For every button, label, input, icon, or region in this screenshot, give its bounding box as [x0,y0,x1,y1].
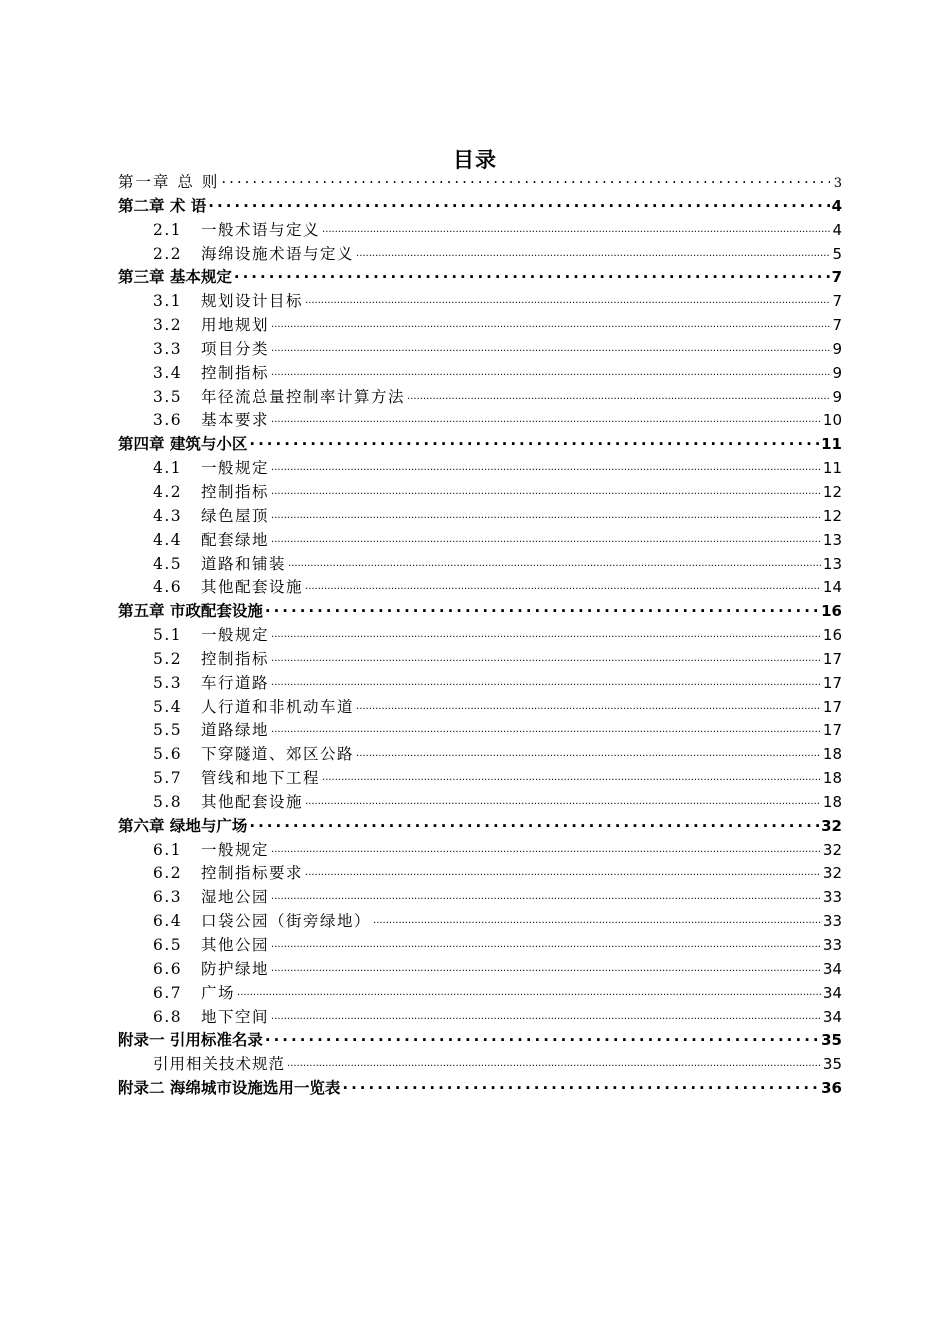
toc-entry-text: 海绵设施术语与定义 [201,244,355,263]
toc-entry-label [153,647,269,669]
toc-entry-page-number: 33 [822,936,842,954]
dot-leader [407,386,830,402]
toc-entry-text: 一般规定 [201,840,270,859]
toc-entry-text: 项目分类 [201,339,270,358]
dot-leader [271,362,830,378]
toc-entry-number: 5.2 [153,649,183,668]
toc-entry[interactable] [118,504,842,528]
toc-entry-label [153,909,371,931]
toc-entry[interactable] [118,242,842,266]
toc-entry-text: 广场 [201,983,236,1002]
toc-entry-label [153,885,269,907]
toc-entry-page-number: 18 [822,769,842,788]
toc-entry[interactable] [118,957,842,981]
toc-entry-page-number: 14 [822,578,842,597]
toc-entry-number: 6.4 [153,912,183,931]
toc-entry-number: 6.6 [153,959,183,978]
toc-entry-page-number: 17 [822,697,842,716]
toc-entry-page-number: 9 [832,387,842,406]
dot-leader [234,267,830,283]
toc-entry-text: 车行道路 [201,673,270,692]
toc-entry-number: 4.5 [153,554,183,573]
toc-entry-text: 第六章 绿地与广场 [118,816,248,835]
dot-leader [271,958,821,974]
toc-entry[interactable] [118,194,842,218]
dot-leader [271,839,821,855]
dot-leader [322,219,830,235]
toc-entry-text: 道路绿地 [201,721,270,740]
toc-entry-page-number: 16 [822,626,842,645]
toc-entry-text: 第五章 市政配套设施 [118,602,263,621]
toc-entry-page-number: 16 [821,602,842,621]
toc-entry-page-number: 17 [822,673,842,692]
toc-entry-text: 控制指标要求 [201,864,304,883]
toc-entry-text: 第一章 总 则 [118,173,220,191]
toc-entry[interactable] [118,671,842,695]
toc-entry-text: 第三章 基本规定 [118,268,232,287]
toc-entry[interactable] [118,361,842,385]
dot-leader [271,720,821,736]
toc-entry-page-number: 32 [822,864,842,883]
toc-entry-label [153,981,235,1003]
toc-entry[interactable] [118,909,842,933]
toc-entry[interactable] [118,218,842,242]
toc-entry-number: 6.3 [153,888,183,907]
dot-leader [271,887,821,903]
toc-entry-number: 5.8 [153,792,183,811]
toc-entry-label [153,528,269,550]
dot-leader [271,338,830,354]
toc-entry[interactable] [118,480,842,504]
toc-entry-text: 地下空间 [201,1007,270,1026]
dot-leader [305,791,821,807]
toc-entry-number: 3.4 [153,363,183,382]
toc-entry-label [118,1076,340,1098]
dot-leader [271,648,821,664]
dot-leader [271,625,821,641]
toc-entry-number: 3.1 [153,292,183,311]
toc-entry-page-number: 4 [832,220,842,239]
toc-entry-label [153,552,286,574]
dot-leader [373,911,821,927]
toc-entry-page-number: 5 [832,244,842,263]
toc-entry-number: 5.4 [153,697,183,716]
toc-entry-text: 道路和铺装 [201,554,287,573]
toc-entry-page-number: 9 [832,339,842,358]
toc-entry-page-number: 35 [822,1055,842,1074]
dot-leader [249,815,819,831]
toc-entry-number: 3.2 [153,316,183,335]
toc-entry-label [153,933,269,955]
toc-entry-number: 6.5 [153,936,183,954]
toc-entry-number: 4.4 [153,530,183,549]
toc-entry-page-number: 32 [822,840,842,859]
toc-entry-page-number: 18 [822,792,842,811]
toc-entry-label [118,194,206,216]
toc-entry[interactable] [118,814,842,838]
dot-leader [356,696,821,712]
toc-entry-text: 其他公园 [201,936,270,954]
dot-leader [342,1078,819,1094]
toc-entry-number: 6.8 [153,1007,183,1026]
toc-entry[interactable] [118,1005,842,1029]
toc-entry-label [153,695,354,717]
toc-entry[interactable] [118,742,842,766]
toc-entry-number: 4.3 [153,506,183,525]
toc-entry[interactable] [118,599,842,623]
dot-leader [265,1030,819,1046]
dot-leader [271,410,821,426]
toc-entry[interactable] [118,933,842,957]
toc-entry-page-number: 32 [821,816,842,835]
toc-entry-text: 规划设计目标 [201,292,304,311]
toc-entry-text: 配套绿地 [201,530,270,549]
toc-entry-text: 基本要求 [201,411,270,430]
toc-entry[interactable] [118,790,842,814]
toc-entry-label [153,957,269,979]
toc-entry-number: 4.1 [153,459,183,478]
toc-entry-text: 湿地公园 [201,888,270,907]
toc-entry-label [118,170,219,192]
toc-entry-label [153,742,354,764]
toc-entry-page-number: 17 [822,721,842,740]
dot-leader [288,553,821,569]
toc-entry-label [153,289,303,311]
toc-entry-number: 4.2 [153,482,183,501]
toc-entry-text: 下穿隧道、郊区公路 [201,745,355,764]
toc-entry-label [118,1028,263,1050]
table-of-contents [118,170,842,1100]
dot-leader [271,481,821,497]
toc-entry[interactable] [118,1076,842,1100]
dot-leader [249,434,819,450]
toc-entry-text: 其他配套设施 [201,792,304,811]
toc-entry[interactable] [118,981,842,1005]
dot-leader [305,577,821,593]
toc-entry-text: 引用相关技术规范 [153,1055,286,1074]
toc-entry-label [153,361,269,383]
toc-entry-page-number: 18 [822,745,842,764]
toc-entry-page-number: 34 [822,1007,842,1026]
dot-leader [208,195,829,211]
toc-entry-text: 人行道和非机动车道 [201,697,355,716]
dot-leader [287,1054,821,1070]
toc-entry-text: 一般术语与定义 [201,220,321,239]
toc-entry-page-number: 34 [822,983,842,1002]
toc-entry[interactable] [118,695,842,719]
toc-entry[interactable] [118,647,842,671]
toc-entry-label [153,718,269,740]
toc-entry[interactable] [118,528,842,552]
toc-entry[interactable] [118,718,842,742]
toc-entry-number: 6.1 [153,840,183,859]
dot-leader [265,601,819,617]
toc-entry-label [153,861,303,883]
toc-entry-number: 3.5 [153,387,183,406]
toc-entry-label [153,504,269,526]
toc-entry-page-number: 7 [832,316,842,335]
toc-entry-text: 一般规定 [201,626,270,645]
toc-entry-label [118,599,263,621]
toc-entry[interactable] [118,885,842,909]
toc-entry-text: 附录二 海绵城市设施选用一览表 [118,1079,341,1098]
toc-entry-label [153,1005,269,1027]
dot-leader [221,172,830,188]
toc-entry-number: 6.7 [153,983,183,1002]
toc-entry-page-number: 35 [821,1031,842,1050]
toc-entry-page-number: 34 [822,959,842,978]
toc-entry-label [153,480,269,502]
toc-entry-text: 第四章 建筑与小区 [118,435,248,454]
toc-entry-label [153,838,269,860]
toc-entry-page-number: 12 [822,482,842,501]
toc-entry-text: 附录一 引用标准名录 [118,1031,263,1050]
toc-entry-page-number: 10 [822,411,842,430]
toc-entry-number: 2.2 [153,244,183,263]
toc-entry-text: 控制指标 [201,363,270,382]
dot-leader [271,1006,821,1022]
toc-entry-number: 5.5 [153,721,183,740]
toc-entry[interactable] [118,766,842,790]
toc-entry-label [153,575,303,597]
toc-entry-number: 5.7 [153,769,183,788]
toc-entry[interactable] [118,456,842,480]
toc-entry-label [153,242,354,264]
toc-title: 目录 [453,148,497,172]
toc-entry-label [153,671,269,693]
dot-leader [271,458,821,474]
toc-entry-number: 5.1 [153,626,183,645]
dot-leader [322,768,821,784]
toc-entry-label [118,432,247,454]
toc-entry-number: 4.6 [153,578,183,597]
toc-entry-text: 第二章 术 语 [118,196,207,215]
toc-entry[interactable] [118,1028,842,1052]
toc-entry-label [153,337,269,359]
toc-entry-label [153,623,269,645]
toc-entry-label [118,814,247,836]
toc-entry-page-number: 33 [822,912,842,931]
toc-entry-text: 管线和地下工程 [201,769,321,788]
toc-entry-number: 5.3 [153,673,183,692]
toc-entry-text: 控制指标 [201,482,270,501]
toc-entry-number: 6.2 [153,864,183,883]
toc-entry-label [153,766,320,788]
toc-entry-text: 一般规定 [201,459,270,478]
toc-entry-number: 5.6 [153,745,183,764]
toc-entry-page-number: 4 [831,196,842,215]
toc-entry-number: 2.1 [153,220,183,239]
toc-entry-label [153,385,405,407]
dot-leader [271,672,821,688]
toc-entry-page-number: 9 [832,363,842,382]
toc-entry-page-number: 7 [831,268,842,287]
toc-entry[interactable] [118,170,842,194]
dot-leader [271,935,821,951]
toc-entry-label [153,1052,285,1074]
toc-entry-text: 绿色屋顶 [201,506,270,525]
toc-entry-label [153,790,303,812]
dot-leader [305,863,821,879]
toc-entry[interactable] [118,623,842,647]
toc-entry[interactable] [118,313,842,337]
toc-entry-page-number: 7 [832,292,842,311]
dot-leader [271,315,830,331]
toc-entry[interactable] [118,552,842,576]
toc-entry[interactable] [118,432,842,456]
dot-leader [356,243,830,259]
toc-entry-label [118,265,232,287]
dot-leader [356,744,821,760]
toc-entry-text: 控制指标 [201,649,270,668]
toc-entry[interactable] [118,838,842,862]
toc-entry[interactable] [118,337,842,361]
toc-entry[interactable] [118,385,842,409]
toc-entry-label [153,313,269,335]
dot-leader [271,505,821,521]
toc-entry-page-number: 13 [822,530,842,549]
toc-entry[interactable] [118,861,842,885]
toc-entry-page-number: 3 [833,176,842,191]
toc-entry-page-number: 13 [822,554,842,573]
toc-entry-text: 防护绿地 [201,959,270,978]
toc-entry-page-number: 11 [821,435,842,454]
toc-entry-page-number: 11 [822,459,842,478]
dot-leader [305,291,830,307]
toc-entry[interactable] [118,408,842,432]
dot-leader [271,529,821,545]
toc-entry-text: 其他配套设施 [201,578,304,597]
toc-entry-page-number: 36 [821,1079,842,1098]
toc-entry-text: 年径流总量控制率计算方法 [201,387,406,406]
toc-entry[interactable] [118,289,842,313]
toc-entry-label [153,218,320,240]
toc-entry-number: 3.3 [153,339,183,358]
toc-entry-label [153,408,269,430]
toc-entry-page-number: 17 [822,649,842,668]
toc-entry-text: 用地规划 [201,316,270,335]
toc-entry-page-number: 33 [822,888,842,907]
toc-entry[interactable] [118,265,842,289]
toc-entry-page-number: 12 [822,506,842,525]
toc-entry[interactable] [118,1052,842,1076]
toc-entry-label [153,456,269,478]
toc-entry[interactable] [118,575,842,599]
toc-entry-text: 口袋公园（街旁绿地） [201,912,372,931]
toc-entry-number: 3.6 [153,411,183,430]
dot-leader [237,982,821,998]
